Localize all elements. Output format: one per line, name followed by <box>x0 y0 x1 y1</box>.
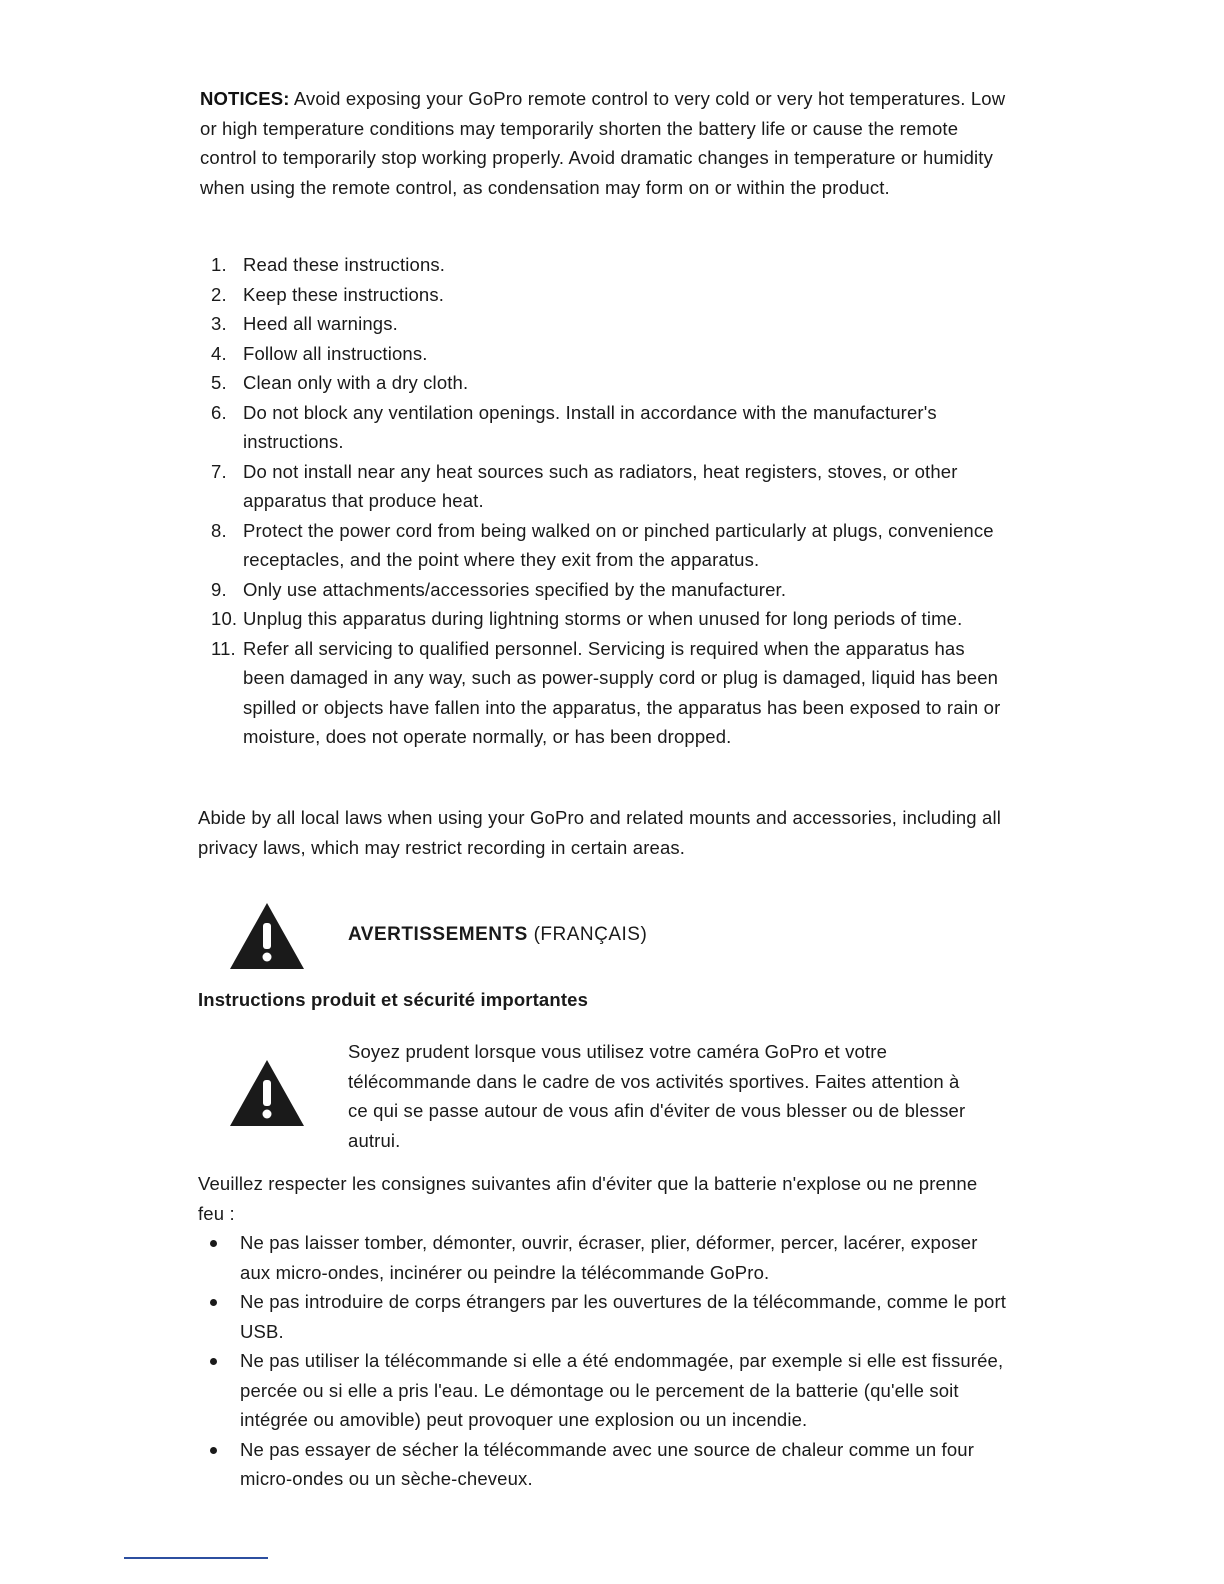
list-item <box>200 250 1010 280</box>
heading-language: (FRANÇAIS) <box>533 924 648 945</box>
list-number: 10. <box>211 608 238 629</box>
french-warnings-heading <box>348 924 647 946</box>
bullet-icon <box>210 1240 217 1247</box>
list-number: 5. <box>211 372 227 393</box>
section-subheading: Instructions produit et sécurité importantes <box>198 989 589 1010</box>
list-item <box>200 1346 1010 1435</box>
list-number: 2. <box>211 283 227 305</box>
list-text: Follow all instructions. <box>243 342 428 364</box>
list-item <box>200 368 1010 398</box>
bullet-icon <box>210 1447 217 1454</box>
list-text: Read these instructions. <box>243 254 446 275</box>
notices-text: Avoid exposing your GoPro remote control to very cold or very hot temperatures. Low or high temperature conditions may temporarily shorten the battery life or cause the remote control to temporarily stop working properly. Avoid dramatic changes in temperature or humidity when using the remote control, as condensation may form on or within the product. <box>200 88 1006 198</box>
battery-intro-paragraph: Veuillez respecter les consignes suivantes afin d'éviter que la batterie n'explose ou ne prenne feu : <box>198 1173 978 1224</box>
heading-strong: AVERTISSEMENTS <box>348 924 528 945</box>
list-item <box>200 516 1010 575</box>
battery-safety-list <box>200 1228 1010 1494</box>
list-text: Ne pas laisser tomber, démonter, ouvrir, écraser, plier, déformer, percer, lacérer, exposer aux micro-ondes, incinérer ou peindre la télécommande GoPro. <box>240 1232 978 1283</box>
caution-paragraph: Soyez prudent lorsque vous utilisez votre caméra GoPro et votre télécommande dans le cadre de vos activités sportives. Faites attention à ce qui se passe autour de vous afin d'éviter de vous blesser ou de blesser autrui. <box>348 1041 966 1151</box>
list-item <box>200 1228 1010 1287</box>
list-number: 8. <box>211 519 227 541</box>
list-text: Ne pas introduire de corps étrangers par les ouvertures de la télécommande, comme le port USB. <box>240 1291 1007 1342</box>
notices-paragraph <box>200 84 1010 202</box>
list-text: Clean only with a dry cloth. <box>243 372 469 393</box>
list-text: Refer all servicing to qualified personnel. Servicing is required when the apparatus has been damaged in any way, such as power-supply cord or plug is damaged, liquid has been spilled or objects have fallen into the apparatus, the apparatus has been exposed to rain or moisture, does not operate normally, or has been dropped. <box>243 637 1001 747</box>
list-text: Heed all warnings. <box>243 313 398 334</box>
list-number: 3. <box>211 313 227 334</box>
list-item <box>200 1287 1010 1346</box>
notices-label: NOTICES: <box>200 88 290 109</box>
list-item <box>200 398 1010 457</box>
list-item <box>200 1435 1010 1494</box>
list-text: Do not block any ventilation openings. Install in accordance with the manufacturer's instructions. <box>243 401 937 452</box>
list-text: Protect the power cord from being walked on or pinched particularly at plugs, convenience receptacles, and the point where they exit from the apparatus. <box>243 519 994 570</box>
list-text: Unplug this apparatus during lightning storms or when unused for long periods of time. <box>243 608 963 629</box>
list-item <box>200 457 1010 516</box>
list-item <box>200 634 1010 752</box>
footnote-divider <box>124 1557 268 1559</box>
list-item <box>200 604 1010 634</box>
list-item <box>200 575 1010 605</box>
list-text: Ne pas utiliser la télécommande si elle a été endommagée, par exemple si elle est fissurée, percée ou si elle a pris l'eau. Le démontage ou le percement de la batterie (qu'elle soit intégrée ou amovible) peut provoquer une explosion ou un incendie. <box>240 1350 1004 1430</box>
list-item <box>200 309 1010 339</box>
list-number: 9. <box>211 578 227 600</box>
list-number: 1. <box>211 254 227 275</box>
list-number: 11. <box>211 637 236 659</box>
safety-instructions-list <box>200 250 1010 752</box>
list-text: Ne pas essayer de sécher la télécommande avec une source de chaleur comme un four micro-ondes ou un sèche-cheveux. <box>240 1438 975 1489</box>
list-number: 4. <box>211 342 227 364</box>
list-text: Keep these instructions. <box>243 283 445 305</box>
list-text: Do not install near any heat sources such as radiators, heat registers, stoves, or other apparatus that produce heat. <box>243 460 958 511</box>
bullet-icon <box>210 1299 217 1306</box>
bullet-icon <box>210 1358 217 1365</box>
list-item <box>200 280 1010 310</box>
local-laws-paragraph: Abide by all local laws when using your GoPro and related mounts and accessories, including all privacy laws, which may restrict recording in certain areas. <box>198 807 1001 858</box>
list-item <box>200 339 1010 369</box>
warning-triangle-icon <box>230 1060 304 1126</box>
list-number: 6. <box>211 401 227 423</box>
warning-triangle-icon <box>230 903 304 969</box>
list-number: 7. <box>211 460 227 482</box>
list-text: Only use attachments/accessories specified by the manufacturer. <box>243 578 787 600</box>
